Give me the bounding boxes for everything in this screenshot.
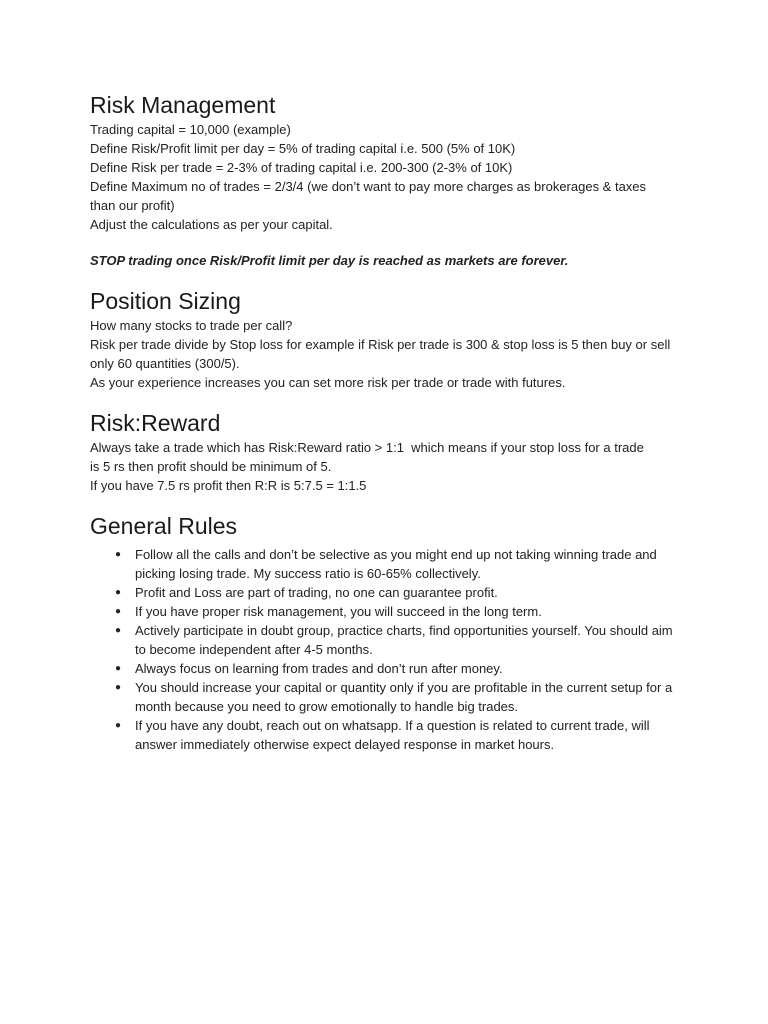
rule-text: If you have proper risk management, you will succeed in the long term. xyxy=(135,604,542,619)
stop-trading-callout: STOP trading once Risk/Profit limit per day is reached as markets are forever. xyxy=(90,253,569,268)
bullet-icon: ● xyxy=(115,549,122,560)
bullet-icon: ● xyxy=(115,606,122,617)
bullet-icon: ● xyxy=(115,663,122,674)
rr-example-line: If you have 7.5 rs profit then R:R is 5:7.5 = 1:1.5 xyxy=(90,478,367,493)
rule-text: If you have any doubt, reach out on whatsapp. If a question is related to current trade, will answer immediately otherwise expect delayed response in market hours. xyxy=(135,718,650,752)
position-sizing-section xyxy=(90,286,690,392)
bullet-icon: ● xyxy=(115,720,122,731)
rule-text: Always focus on learning from trades and don’t run after money. xyxy=(135,661,503,676)
position-sizing-heading: Position Sizing xyxy=(90,288,241,314)
list-item xyxy=(90,545,680,583)
rule-text: Profit and Loss are part of trading, no one can guarantee profit. xyxy=(135,585,498,600)
risk-reward-heading: Risk:Reward xyxy=(90,410,221,436)
risk-management-section xyxy=(90,90,690,270)
stocks-per-call-line: How many stocks to trade per call? xyxy=(90,318,293,333)
list-item xyxy=(90,716,680,754)
risk-management-heading: Risk Management xyxy=(90,92,276,118)
bullet-icon: ● xyxy=(115,682,122,693)
list-item xyxy=(90,602,680,621)
experience-line: As your experience increases you can set more risk per trade or trade with futures. xyxy=(90,375,566,390)
rr-ratio-line: Always take a trade which has Risk:Reward ratio > 1:1 which means if your stop loss for a trade is 5 rs then profit should be minimum of 5. xyxy=(90,440,648,474)
general-rules-heading: General Rules xyxy=(90,513,238,539)
risk-profit-limit-line: Define Risk/Profit limit per day = 5% of trading capital i.e. 500 (5% of 10K) xyxy=(90,141,516,156)
risk-reward-section xyxy=(90,408,690,495)
adjust-calculations-line: Adjust the calculations as per your capital. xyxy=(90,217,333,232)
max-trades-line: Define Maximum no of trades = 2/3/4 (we don’t want to pay more charges as brokerages & taxes than our profit) xyxy=(90,179,647,213)
bullet-icon: ● xyxy=(115,625,122,636)
risk-divide-stoploss-line: Risk per trade divide by Stop loss for example if Risk per trade is 300 & stop loss is 5 then buy or sell only 60 quantities (300/5). xyxy=(90,337,671,371)
general-rules-section xyxy=(90,511,690,754)
trading-capital-line: Trading capital = 10,000 (example) xyxy=(90,122,291,137)
rule-text: Actively participate in doubt group, practice charts, find opportunities yourself. You should aim to become independent after 4-5 months. xyxy=(135,623,673,657)
risk-per-trade-line: Define Risk per trade = 2-3% of trading capital i.e. 200-300 (2-3% of 10K) xyxy=(90,160,513,175)
list-item xyxy=(90,659,680,678)
rule-text: You should increase your capital or quantity only if you are profitable in the current setup for a month because you need to grow emotionally to handle big trades. xyxy=(135,680,673,714)
rule-text: Follow all the calls and don’t be selective as you might end up not taking winning trade and picking losing trade. My success ratio is 60-65% collectively. xyxy=(135,547,657,581)
list-item xyxy=(90,583,680,602)
bullet-icon: ● xyxy=(115,587,122,598)
general-rules-list xyxy=(90,545,690,754)
document-page xyxy=(90,90,690,754)
list-item xyxy=(90,621,680,659)
list-item xyxy=(90,678,680,716)
